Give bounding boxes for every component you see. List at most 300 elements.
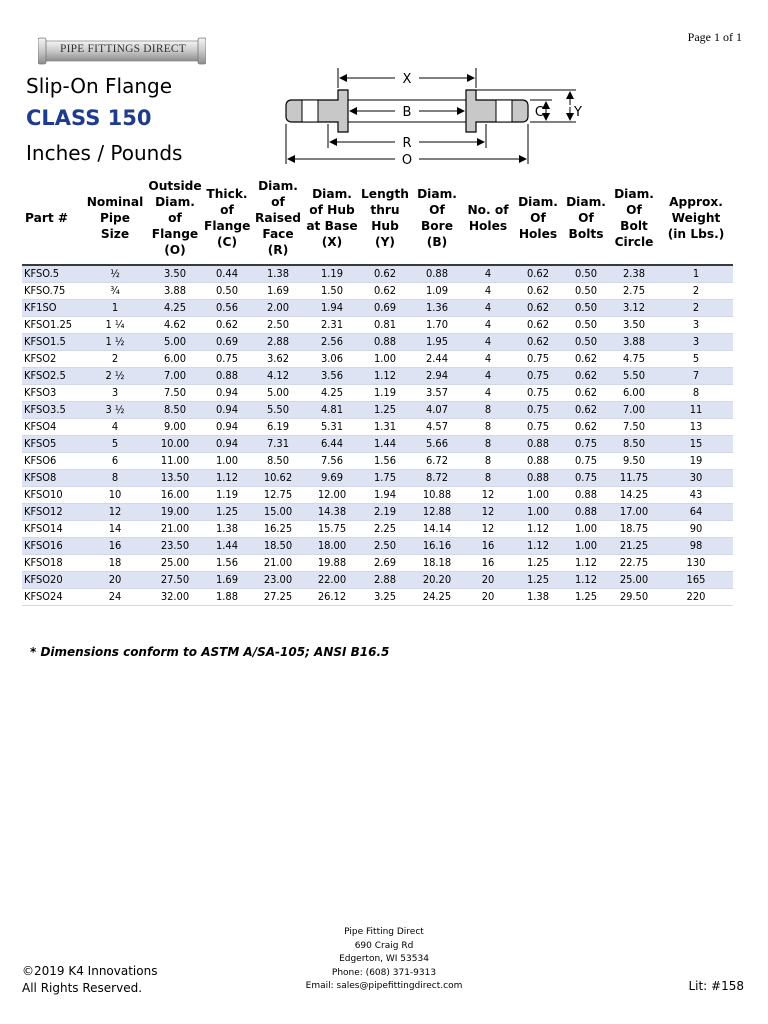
table-cell: 5.50: [251, 402, 305, 419]
table-cell: 5.00: [251, 385, 305, 402]
label-b: B: [402, 105, 412, 120]
table-cell: 20: [463, 572, 513, 589]
table-cell: 29.50: [609, 589, 659, 606]
table-cell: 1.00: [513, 504, 563, 521]
table-cell: 2.88: [359, 572, 411, 589]
column-header-line: Holes: [468, 219, 508, 233]
table-cell: 0.88: [513, 470, 563, 487]
table-cell: 9.50: [609, 453, 659, 470]
table-cell: 6.72: [411, 453, 463, 470]
table-cell: 20.20: [411, 572, 463, 589]
part-number-cell: KFSO5: [22, 436, 83, 453]
table-cell: 25.00: [147, 555, 203, 572]
table-cell: 8.50: [251, 453, 305, 470]
table-cell: 21.00: [251, 555, 305, 572]
table-cell: 18: [83, 555, 147, 572]
table-cell: 13: [659, 419, 733, 436]
table-cell: 7.50: [147, 385, 203, 402]
column-header-line: Diam. of: [155, 195, 195, 225]
logo-text: PIPE FITTINGS DIRECT: [59, 43, 187, 55]
table-cell: 0.50: [563, 317, 609, 334]
table-row: [22, 470, 733, 487]
address-line: Pipe Fitting Direct: [344, 927, 424, 937]
table-cell: 0.75: [563, 470, 609, 487]
table-row: [22, 419, 733, 436]
table-cell: 4.81: [305, 402, 359, 419]
table-cell: 12.75: [251, 487, 305, 504]
table-cell: 4.75: [609, 351, 659, 368]
table-cell: 2.00: [251, 300, 305, 317]
table-cell: 1.25: [359, 402, 411, 419]
table-cell: 1.12: [563, 572, 609, 589]
table-cell: 1.12: [563, 555, 609, 572]
table-row: [22, 487, 733, 504]
table-cell: 18.00: [305, 538, 359, 555]
phone-line: Phone: (608) 371-9313: [331, 967, 437, 978]
table-cell: 16.00: [147, 487, 203, 504]
table-cell: 1.00: [563, 538, 609, 555]
table-cell: 0.50: [203, 283, 251, 300]
table-cell: 19.88: [305, 555, 359, 572]
table-cell: 64: [659, 504, 733, 521]
table-cell: 0.62: [203, 317, 251, 334]
column-header-line: Diam.: [417, 187, 457, 201]
table-cell: 11.75: [609, 470, 659, 487]
table-cell: 2.69: [359, 555, 411, 572]
table-cell: 19.00: [147, 504, 203, 521]
column-header: [83, 178, 147, 265]
table-header-row: [22, 178, 733, 265]
table-cell: 4: [463, 351, 513, 368]
address-line: Edgerton, WI 53534: [339, 954, 429, 964]
class-title: CLASS 150: [26, 106, 152, 130]
column-header-line: at Base: [306, 219, 358, 233]
table-cell: 8: [659, 385, 733, 402]
table-row: [22, 453, 733, 470]
table-cell: 15.75: [305, 521, 359, 538]
table-cell: 2.50: [251, 317, 305, 334]
column-header: [411, 178, 463, 265]
table-cell: 0.88: [359, 334, 411, 351]
table-cell: 1 ½: [83, 334, 147, 351]
table-row: [22, 504, 733, 521]
table-cell: 12: [463, 504, 513, 521]
column-header-line: Of: [530, 211, 546, 225]
table-cell: 1.00: [563, 521, 609, 538]
table-cell: 4: [463, 283, 513, 300]
table-cell: 0.94: [203, 436, 251, 453]
table-row: [22, 334, 733, 351]
table-cell: 1.95: [411, 334, 463, 351]
part-number-cell: KFSO14: [22, 521, 83, 538]
column-header-line: Diam.: [518, 195, 558, 209]
table-cell: 2.75: [609, 283, 659, 300]
table-row: [22, 265, 733, 283]
table-cell: 1.00: [203, 453, 251, 470]
table-cell: 0.75: [513, 385, 563, 402]
column-header-line: Flange: [204, 219, 251, 233]
table-cell: 1.69: [251, 283, 305, 300]
column-header-line: (R): [267, 243, 289, 257]
address-line: 690 Craig Rd: [354, 940, 414, 951]
table-cell: 0.62: [359, 265, 411, 283]
table-cell: 1.70: [411, 317, 463, 334]
table-cell: 0.88: [563, 487, 609, 504]
column-header-line: of: [271, 195, 285, 209]
table-row: [22, 555, 733, 572]
table-cell: 2.31: [305, 317, 359, 334]
table-cell: 16.16: [411, 538, 463, 555]
table-row: [22, 351, 733, 368]
table-cell: 9.00: [147, 419, 203, 436]
table-cell: 1.00: [359, 351, 411, 368]
table-cell: 3.12: [609, 300, 659, 317]
table-cell: 1.12: [513, 538, 563, 555]
table-cell: 1.94: [305, 300, 359, 317]
part-number-cell: KFSO1.25: [22, 317, 83, 334]
column-header-line: thru: [370, 203, 400, 217]
table-cell: 7.31: [251, 436, 305, 453]
table-cell: 2.56: [305, 334, 359, 351]
flange-dimensions-table: [22, 178, 733, 606]
table-cell: 4.57: [411, 419, 463, 436]
table-cell: 0.62: [513, 283, 563, 300]
label-y: Y: [574, 105, 582, 120]
table-cell: 0.62: [563, 419, 609, 436]
table-cell: 30: [659, 470, 733, 487]
table-cell: 8: [463, 453, 513, 470]
table-cell: 2 ½: [83, 368, 147, 385]
table-cell: 12: [463, 487, 513, 504]
column-header: [463, 178, 513, 265]
table-cell: 1.25: [513, 555, 563, 572]
table-cell: 18.18: [411, 555, 463, 572]
table-cell: 1.12: [203, 470, 251, 487]
table-cell: 16: [463, 555, 513, 572]
table-cell: 0.62: [563, 385, 609, 402]
label-c: C: [534, 105, 544, 120]
part-number-cell: KFSO4: [22, 419, 83, 436]
table-cell: 1.44: [203, 538, 251, 555]
email-line: Email: sales@pipefittingdirect.com: [305, 981, 463, 991]
column-header-line: Raised: [254, 211, 302, 225]
part-number-cell: KFSO12: [22, 504, 83, 521]
table-cell: 14: [83, 521, 147, 538]
table-cell: 2: [659, 300, 733, 317]
table-cell: 14.14: [411, 521, 463, 538]
table-cell: 0.88: [563, 504, 609, 521]
table-cell: 7.56: [305, 453, 359, 470]
table-cell: 17.00: [609, 504, 659, 521]
part-number-cell: KFSO10: [22, 487, 83, 504]
table-cell: 3.57: [411, 385, 463, 402]
table-cell: 22.00: [305, 572, 359, 589]
table-cell: 0.88: [411, 265, 463, 283]
table-cell: 165: [659, 572, 733, 589]
column-header: [203, 178, 251, 265]
column-header-line: Thick.: [206, 187, 248, 201]
column-header-line: Bolt: [620, 219, 648, 233]
table-cell: 0.75: [203, 351, 251, 368]
table-cell: 11: [659, 402, 733, 419]
table-cell: 98: [659, 538, 733, 555]
part-number-cell: KFSO8: [22, 470, 83, 487]
table-cell: 0.75: [513, 402, 563, 419]
column-header: [609, 178, 659, 265]
column-header-line: No. of: [467, 203, 509, 217]
table-cell: 24.25: [411, 589, 463, 606]
table-cell: 0.56: [203, 300, 251, 317]
table-cell: 0.75: [563, 453, 609, 470]
table-cell: 0.44: [203, 265, 251, 283]
table-cell: 7.50: [609, 419, 659, 436]
table-cell: 3: [83, 385, 147, 402]
table-cell: 5.00: [147, 334, 203, 351]
table-row: [22, 368, 733, 385]
table-cell: 3.50: [147, 265, 203, 283]
table-cell: 1.12: [513, 521, 563, 538]
column-header-line: Of: [429, 203, 445, 217]
copyright-block: [22, 963, 157, 997]
table-cell: 27.25: [251, 589, 305, 606]
part-number-cell: KFSO3: [22, 385, 83, 402]
part-number-cell: KFSO3.5: [22, 402, 83, 419]
table-cell: 12.00: [305, 487, 359, 504]
copyright-line: ©2019 K4 Innovations: [22, 964, 158, 978]
table-cell: 1.69: [203, 572, 251, 589]
column-header-line: of Hub: [309, 203, 355, 217]
column-header-line: Outside: [148, 179, 202, 193]
column-header-line: Part #: [25, 211, 69, 225]
table-cell: 0.94: [203, 419, 251, 436]
table-cell: 8: [463, 419, 513, 436]
part-number-cell: KFSO6: [22, 453, 83, 470]
table-cell: 4.62: [147, 317, 203, 334]
table-cell: 27.50: [147, 572, 203, 589]
table-cell: 1.19: [359, 385, 411, 402]
table-cell: 8.50: [609, 436, 659, 453]
table-cell: 1.19: [305, 265, 359, 283]
table-cell: 5.31: [305, 419, 359, 436]
part-number-cell: KFSO18: [22, 555, 83, 572]
table-cell: 6.19: [251, 419, 305, 436]
table-cell: 9.69: [305, 470, 359, 487]
table-cell: 1.12: [359, 368, 411, 385]
column-header-line: (C): [216, 235, 238, 249]
table-cell: 3: [659, 334, 733, 351]
table-cell: 1.36: [411, 300, 463, 317]
table-cell: 1.44: [359, 436, 411, 453]
table-cell: 21.00: [147, 521, 203, 538]
table-cell: 0.50: [563, 300, 609, 317]
table-cell: 0.94: [203, 385, 251, 402]
table-cell: 7.00: [147, 368, 203, 385]
table-cell: 8: [463, 470, 513, 487]
column-header-line: Pipe: [99, 211, 131, 225]
table-cell: 16: [83, 538, 147, 555]
table-row: [22, 436, 733, 453]
table-cell: 2.19: [359, 504, 411, 521]
table-cell: 8.50: [147, 402, 203, 419]
table-cell: 10.88: [411, 487, 463, 504]
table-cell: 4: [463, 300, 513, 317]
column-header-line: Hub: [371, 219, 399, 233]
column-header-line: Diam.: [614, 187, 654, 201]
table-row: [22, 283, 733, 300]
column-header: [659, 178, 733, 265]
table-cell: 14.38: [305, 504, 359, 521]
table-row: [22, 572, 733, 589]
table-cell: 1: [83, 300, 147, 317]
table-cell: 0.62: [359, 283, 411, 300]
part-number-cell: KFSO.75: [22, 283, 83, 300]
column-header-line: Nominal: [86, 195, 144, 209]
table-cell: 1.38: [203, 521, 251, 538]
table-cell: 8: [463, 402, 513, 419]
column-header-line: Bolts: [568, 227, 604, 241]
rights-line: All Rights Reserved.: [22, 981, 143, 995]
table-cell: 4.25: [147, 300, 203, 317]
table-cell: 12.88: [411, 504, 463, 521]
table-cell: 0.69: [203, 334, 251, 351]
table-cell: 0.62: [563, 351, 609, 368]
table-cell: 4: [463, 368, 513, 385]
table-cell: 2.44: [411, 351, 463, 368]
table-cell: 0.62: [513, 300, 563, 317]
column-header-line: Size: [100, 227, 130, 241]
part-number-cell: KFSO2.5: [22, 368, 83, 385]
table-cell: 4.12: [251, 368, 305, 385]
table-cell: 19: [659, 453, 733, 470]
part-number-cell: KF1SO: [22, 300, 83, 317]
column-header-line: Diam.: [566, 195, 606, 209]
company-logo: [38, 36, 206, 66]
table-cell: 3: [659, 317, 733, 334]
column-header-line: (X): [321, 235, 343, 249]
table-cell: 0.62: [563, 402, 609, 419]
table-cell: 1.00: [513, 487, 563, 504]
column-header-line: (B): [426, 235, 448, 249]
units-title: Inches / Pounds: [26, 141, 183, 165]
table-cell: 5: [659, 351, 733, 368]
table-cell: 1.09: [411, 283, 463, 300]
table-cell: 2.94: [411, 368, 463, 385]
table-cell: 24: [83, 589, 147, 606]
table-cell: 0.88: [513, 453, 563, 470]
company-address: [284, 926, 484, 994]
table-cell: 4.25: [305, 385, 359, 402]
table-cell: 2: [659, 283, 733, 300]
column-header-line: Circle: [614, 235, 654, 249]
table-cell: 11.00: [147, 453, 203, 470]
table-cell: 0.88: [203, 368, 251, 385]
table-cell: 10: [83, 487, 147, 504]
column-header: [563, 178, 609, 265]
table-cell: 0.50: [563, 283, 609, 300]
column-header-line: Approx.: [669, 195, 723, 209]
table-cell: 1.25: [563, 589, 609, 606]
table-cell: 5.66: [411, 436, 463, 453]
table-cell: 1.94: [359, 487, 411, 504]
table-cell: 3.88: [609, 334, 659, 351]
table-cell: 22.75: [609, 555, 659, 572]
table-cell: 0.75: [563, 436, 609, 453]
part-number-cell: KFSO20: [22, 572, 83, 589]
table-cell: 7.00: [609, 402, 659, 419]
table-cell: 1: [659, 265, 733, 283]
table-cell: 3.62: [251, 351, 305, 368]
table-cell: 90: [659, 521, 733, 538]
table-cell: 5.50: [609, 368, 659, 385]
table-cell: 1.75: [359, 470, 411, 487]
table-row: [22, 538, 733, 555]
column-header-line: Flange: [151, 227, 199, 241]
table-cell: 14.25: [609, 487, 659, 504]
table-cell: 13.50: [147, 470, 203, 487]
table-row: [22, 521, 733, 538]
table-cell: 4: [463, 265, 513, 283]
table-cell: 18.50: [251, 538, 305, 555]
table-cell: 1.19: [203, 487, 251, 504]
column-header: [359, 178, 411, 265]
table-row: [22, 589, 733, 606]
label-o: O: [401, 153, 413, 168]
table-cell: 16: [463, 538, 513, 555]
table-cell: 4.07: [411, 402, 463, 419]
table-cell: 0.75: [513, 368, 563, 385]
table-cell: 130: [659, 555, 733, 572]
column-header: [305, 178, 359, 265]
table-cell: 15: [659, 436, 733, 453]
column-header-line: Of: [626, 203, 642, 217]
table-cell: 12: [463, 521, 513, 538]
table-cell: 0.81: [359, 317, 411, 334]
table-cell: 16.25: [251, 521, 305, 538]
table-cell: 20: [463, 589, 513, 606]
table-cell: 0.75: [513, 351, 563, 368]
table-cell: 32.00: [147, 589, 203, 606]
table-cell: 0.69: [359, 300, 411, 317]
column-header-line: (Y): [375, 235, 395, 249]
table-cell: 1.31: [359, 419, 411, 436]
table-cell: 15.00: [251, 504, 305, 521]
table-cell: 26.12: [305, 589, 359, 606]
table-cell: 4: [463, 317, 513, 334]
column-header: [513, 178, 563, 265]
table-cell: 1 ¼: [83, 317, 147, 334]
table-cell: 7: [659, 368, 733, 385]
part-number-cell: KFSO1.5: [22, 334, 83, 351]
table-cell: 5: [83, 436, 147, 453]
table-cell: 3.25: [359, 589, 411, 606]
column-header-line: Diam.: [312, 187, 352, 201]
table-cell: 0.50: [563, 334, 609, 351]
table-cell: 6.00: [609, 385, 659, 402]
table-cell: 0.88: [513, 436, 563, 453]
table-cell: 0.94: [203, 402, 251, 419]
table-cell: ¾: [83, 283, 147, 300]
column-header-line: of: [220, 203, 234, 217]
table-cell: 25.00: [609, 572, 659, 589]
table-cell: 1.25: [513, 572, 563, 589]
column-header-line: Bore: [421, 219, 453, 233]
literature-number: Lit: #158: [688, 979, 744, 993]
flange-dimension-diagram: [280, 64, 600, 174]
table-cell: 1.88: [203, 589, 251, 606]
table-cell: 0.62: [513, 265, 563, 283]
table-cell: 23.00: [251, 572, 305, 589]
column-header-line: (O): [164, 243, 186, 257]
